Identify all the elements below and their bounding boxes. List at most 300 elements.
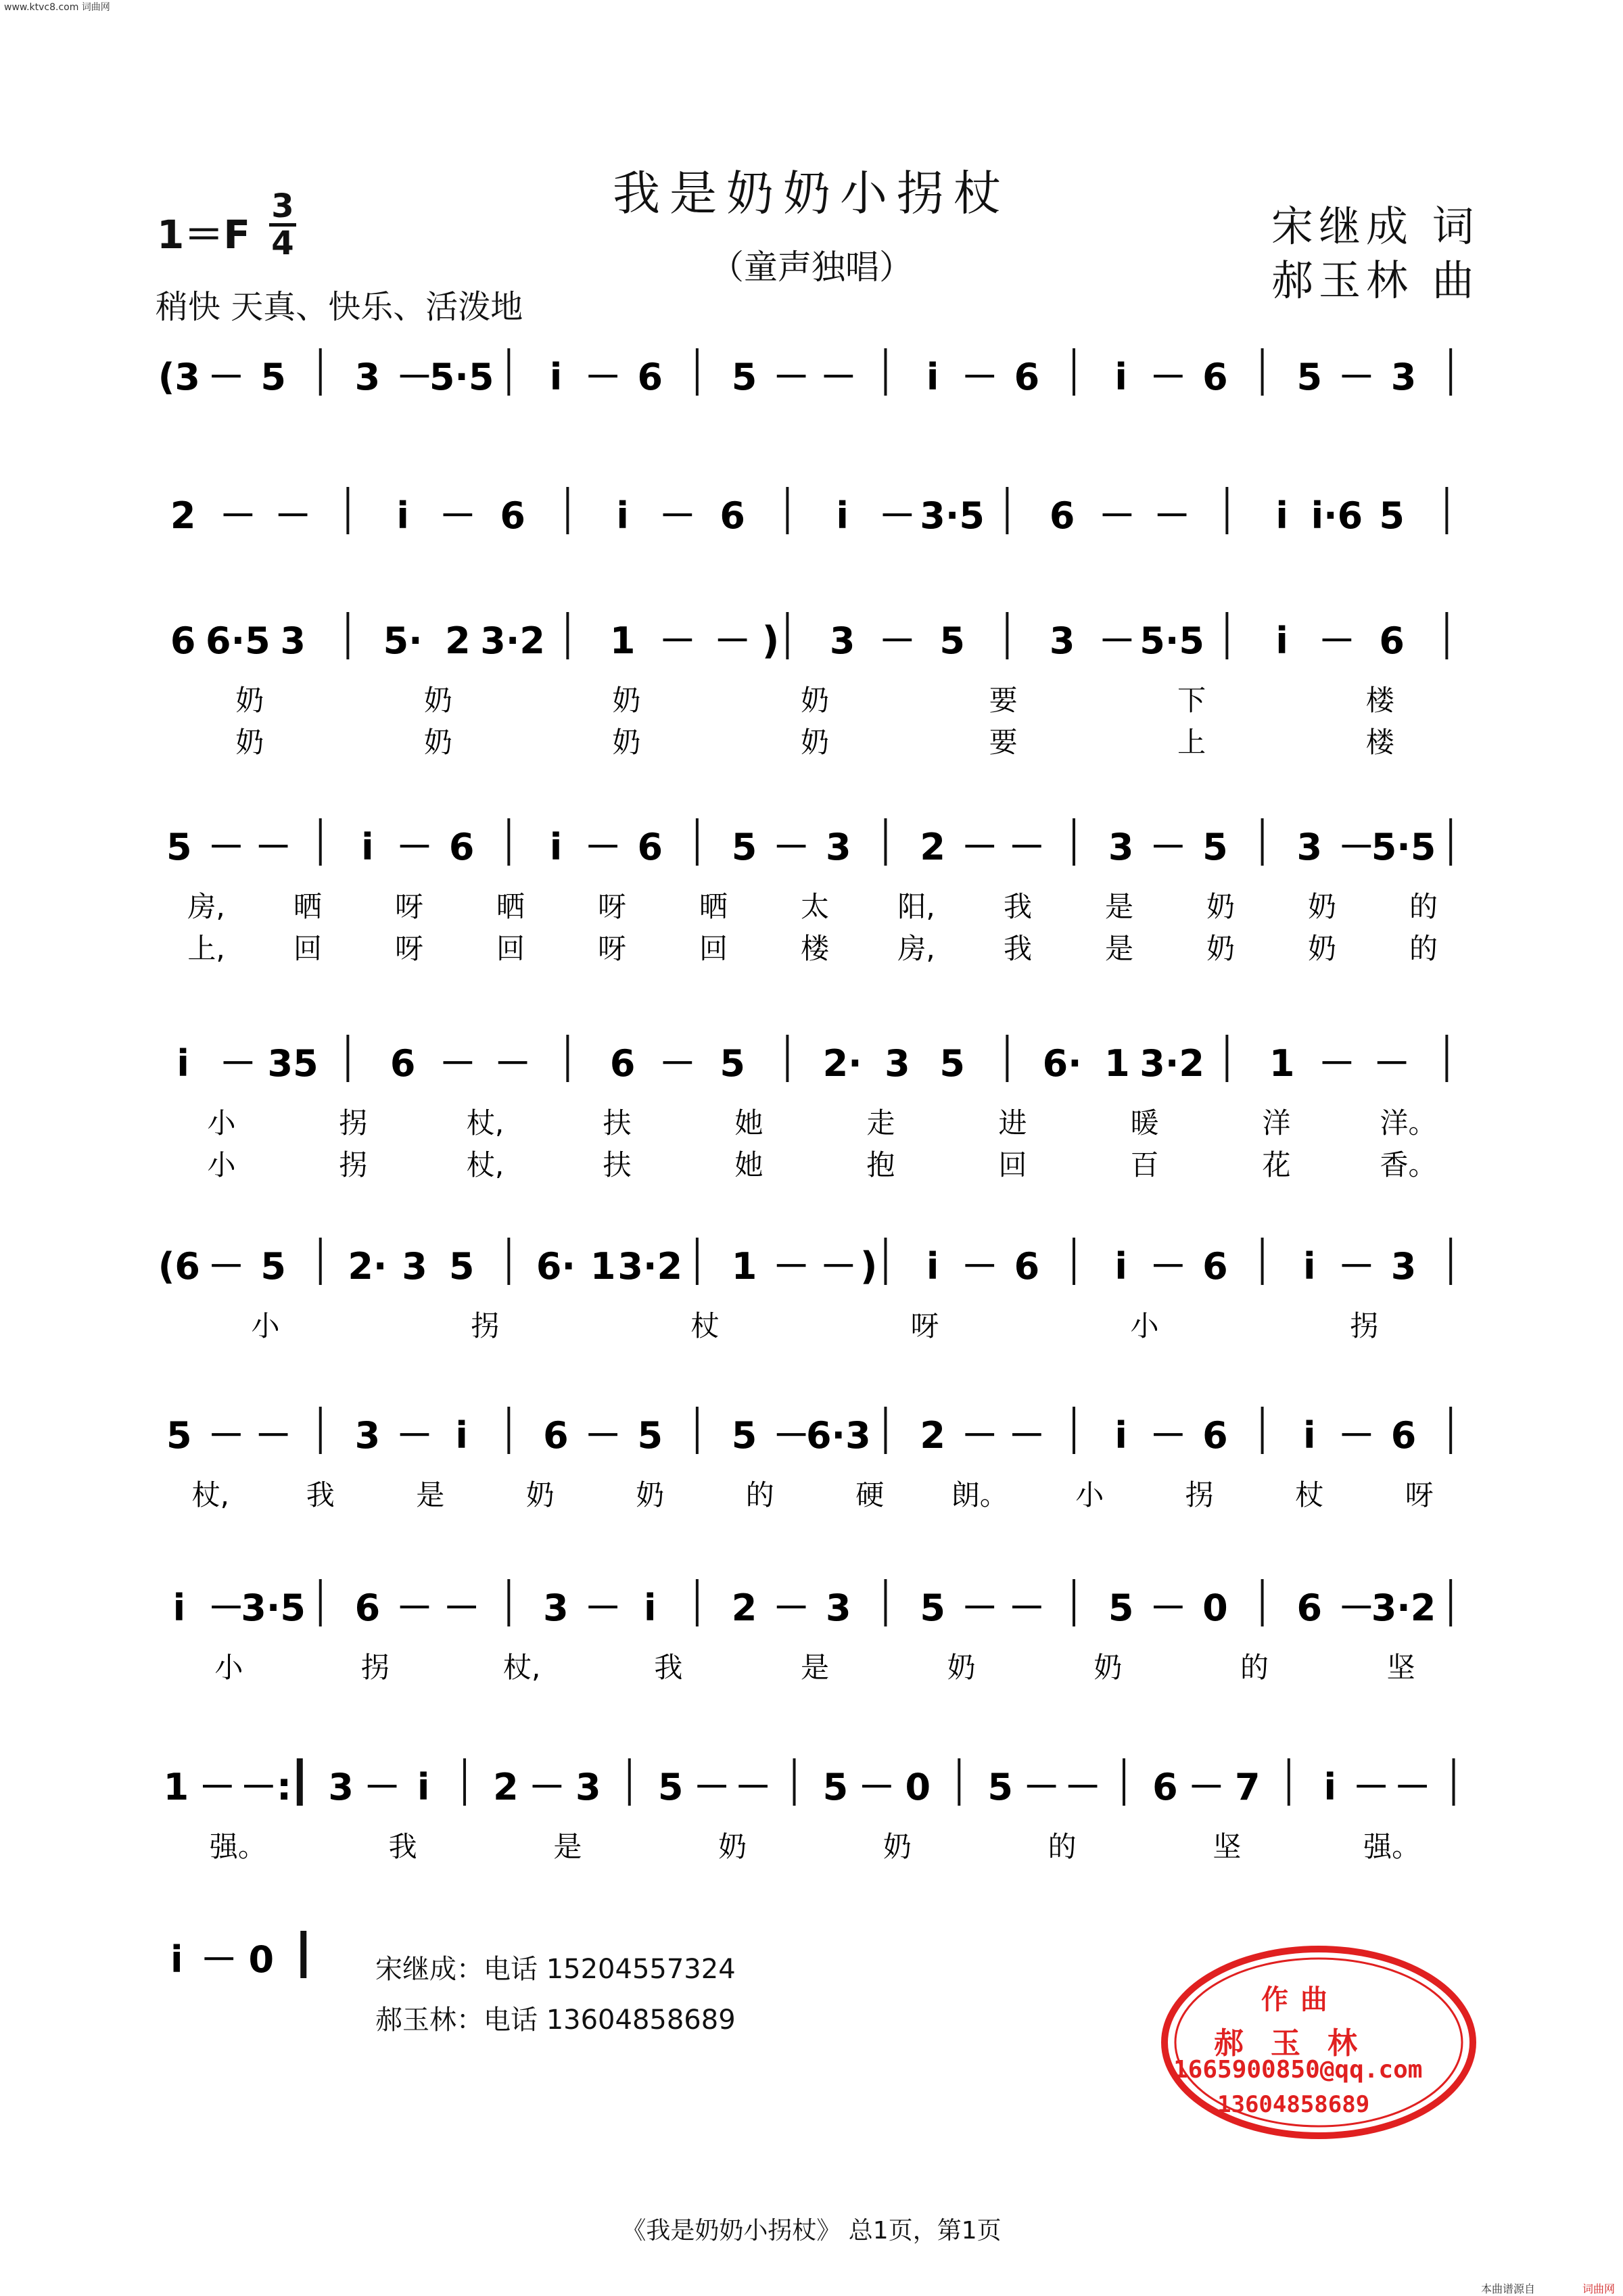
jianpu-note: i: [1114, 1245, 1127, 1288]
lyric-char: 呀: [910, 1309, 939, 1342]
jianpu-note: i: [926, 1245, 939, 1288]
jianpu-note: 6: [1049, 494, 1075, 537]
meter-bottom: 4: [271, 225, 294, 262]
lyric-char: 回: [496, 932, 525, 965]
lyric-char: 奶: [1206, 890, 1236, 923]
jianpu-note: 3: [575, 1766, 601, 1808]
lyric-char: 小: [251, 1309, 280, 1342]
jianpu-note: 6: [1202, 356, 1228, 398]
lyric-char: 杖,: [466, 1106, 504, 1140]
jianpu-note: 2: [445, 619, 471, 662]
lyric-char: 小: [207, 1106, 236, 1140]
jianpu-note: 5: [657, 1766, 684, 1808]
dash-note: －: [494, 1042, 532, 1085]
jianpu-note: i: [170, 1938, 183, 1981]
dash-note: －: [820, 356, 857, 398]
dash-note: －: [773, 1245, 810, 1288]
lyric-char: 奶: [612, 726, 641, 759]
lyric-char: 拐: [360, 1651, 390, 1684]
jianpu-note: 5: [1296, 356, 1323, 398]
jianpu-note: 6: [500, 494, 525, 537]
dash-note: －: [878, 494, 916, 537]
seal-line1: 作曲: [1261, 1984, 1340, 2015]
seal-line4: 13604858689: [1217, 2091, 1370, 2118]
jianpu-note: 3: [885, 1042, 910, 1085]
lyric-char: 我: [1003, 932, 1033, 965]
contact-composer: 郝玉林：电话 13604858689: [375, 2005, 736, 2036]
jianpu-note: 5: [1202, 826, 1228, 868]
repeat-mark: ): [860, 1244, 878, 1288]
dash-note: －: [1008, 1414, 1045, 1457]
dash-note: －: [714, 619, 751, 662]
lyric-char: 她: [734, 1148, 763, 1181]
jianpu-note: 1: [731, 1245, 757, 1288]
composer-credit: 郝玉林 曲: [1271, 256, 1480, 305]
jianpu-note: 5: [939, 619, 965, 662]
dash-note: －: [773, 1587, 810, 1629]
tempo-marking: 稍快 天真、快乐、活泼地: [156, 288, 523, 326]
dash-note: －: [1338, 356, 1375, 398]
lyric-char: 强。: [1363, 1830, 1421, 1863]
dash-note: －: [734, 1766, 772, 1808]
jianpu-note: 6·: [536, 1245, 576, 1288]
lyric-char: 晒: [293, 890, 323, 923]
lyric-char: 奶: [1307, 890, 1337, 923]
lyric-char: 我: [1003, 890, 1033, 923]
lyric-char: 走: [866, 1106, 895, 1140]
dash-note: －: [1150, 1245, 1187, 1288]
jianpu-note: 5: [166, 826, 192, 868]
dash-note: －: [1150, 1414, 1187, 1457]
jianpu-note: 3: [354, 1414, 381, 1457]
dash-note: －: [878, 619, 916, 662]
footer-brand: 词曲网: [1582, 2282, 1616, 2295]
lyric-char: 杖,: [502, 1651, 541, 1684]
dash-note: －: [528, 1766, 565, 1808]
jianpu-note: 5: [987, 1766, 1014, 1808]
dash-note: －: [584, 826, 621, 868]
jianpu-note: 3: [1390, 356, 1417, 398]
jianpu-note: 6: [1296, 1587, 1323, 1629]
jianpu-note: 3: [354, 356, 381, 398]
jianpu-note: 3·5: [920, 494, 985, 537]
dash-note: －: [1150, 1587, 1187, 1629]
jianpu-note: 1: [1104, 1042, 1130, 1085]
lyric-char: 是: [416, 1478, 445, 1512]
jianpu-note: i: [1302, 1414, 1316, 1457]
dash-note: －: [773, 826, 810, 868]
lyric-char: 花: [1262, 1148, 1291, 1181]
dash-note: －: [1150, 356, 1187, 398]
lyric-char: 奶: [800, 726, 830, 759]
jianpu-note: 5: [166, 1414, 192, 1457]
lyric-char: 是: [553, 1830, 582, 1863]
lyric-char: 楼: [1365, 684, 1394, 717]
lyric-char: 洋: [1262, 1106, 1291, 1140]
jianpu-note: 5·5: [1371, 826, 1436, 868]
jianpu-note: 6: [1014, 356, 1040, 398]
jianpu-note: 1: [590, 1245, 616, 1288]
jianpu-note: 6: [354, 1587, 381, 1629]
lyric-char: 小: [1130, 1309, 1159, 1342]
dash-note: －: [693, 1766, 730, 1808]
jianpu-note: i: [1302, 1245, 1316, 1288]
jianpu-note: 3·2: [1371, 1587, 1436, 1629]
jianpu-note: 1: [1269, 1042, 1295, 1085]
lyric-char: 呀: [394, 932, 424, 965]
jianpu-note: 3: [280, 619, 306, 662]
song-title: 我是奶奶小拐杖: [613, 166, 1010, 221]
jianpu-note: 3: [543, 1587, 569, 1629]
lyric-char: 抱: [866, 1148, 895, 1181]
jianpu-note: 0: [1202, 1587, 1228, 1629]
dash-note: －: [240, 1766, 277, 1808]
dash-note: －: [1064, 1766, 1102, 1808]
lyric-char: 奶: [800, 684, 830, 717]
jianpu-note: 6: [543, 1414, 569, 1457]
jianpu-note: i: [1275, 619, 1288, 662]
jianpu-note: 5·: [383, 619, 423, 662]
dash-note: －: [396, 1414, 433, 1457]
jianpu-note: i: [417, 1766, 430, 1808]
lyric-char: 奶: [423, 726, 452, 759]
dash-note: －: [584, 356, 621, 398]
jianpu-note: 5: [920, 1587, 945, 1629]
jianpu-note: 5·5: [1139, 619, 1204, 662]
repeat-mark: ): [761, 619, 780, 663]
lyric-char: 回: [699, 932, 728, 965]
jianpu-note: i: [1114, 1414, 1127, 1457]
lyric-char: 的: [1048, 1830, 1077, 1863]
jianpu-note: i: [836, 494, 849, 537]
dash-note: －: [820, 1245, 857, 1288]
jianpu-note: 3: [1049, 619, 1075, 662]
dash-note: －: [584, 1587, 621, 1629]
dash-note: －: [439, 494, 476, 537]
lyric-char: 拐: [339, 1148, 368, 1181]
lyric-char: 下: [1177, 684, 1206, 717]
dash-note: －: [208, 1414, 245, 1457]
lyric-char: 上: [1177, 726, 1206, 759]
jianpu-note: 3·5: [241, 1587, 306, 1629]
jianpu-note: 5: [448, 1245, 475, 1288]
jianpu-note: 5: [731, 826, 757, 868]
jianpu-note: (3: [158, 356, 200, 398]
jianpu-note: 3·2: [617, 1245, 683, 1288]
dash-note: －: [1098, 494, 1135, 537]
lyric-char: 我: [306, 1478, 335, 1512]
dash-note: －: [255, 826, 292, 868]
lyric-char: 呀: [394, 890, 424, 923]
lyric-char: 呀: [1405, 1478, 1434, 1512]
dash-note: －: [208, 1245, 245, 1288]
lyric-char: 要: [989, 726, 1018, 759]
jianpu-note: 6·5: [206, 619, 270, 662]
jianpu-note: 5: [260, 1245, 286, 1288]
lyric-char: 回: [998, 1148, 1027, 1181]
jianpu-note: i: [926, 356, 939, 398]
dash-note: －: [961, 826, 998, 868]
lyric-char: 百: [1130, 1148, 1159, 1181]
dash-note: －: [961, 1414, 998, 1457]
jianpu-note: i: [616, 494, 629, 537]
jianpu-note: 0: [248, 1938, 275, 1981]
dash-note: －: [200, 1938, 237, 1981]
lyric-char: 是: [1104, 890, 1134, 923]
dash-note: －: [659, 1042, 696, 1085]
lyric-char: 晒: [699, 890, 728, 923]
lyric-char: 呀: [597, 890, 627, 923]
jianpu-note: 5: [939, 1042, 965, 1085]
dash-note: －: [199, 1766, 236, 1808]
lyric-char: 香。: [1380, 1148, 1437, 1181]
lyric-char: 杖: [690, 1309, 720, 1342]
jianpu-note: 3: [328, 1766, 354, 1808]
lyric-char: 小: [1075, 1478, 1104, 1512]
lyric-char: 我: [388, 1830, 417, 1863]
jianpu-note: 5: [731, 1414, 757, 1457]
lyric-char: 我: [654, 1651, 683, 1684]
lyric-char: 是: [1104, 932, 1134, 965]
jianpu-note: 2: [920, 826, 945, 868]
dash-note: －: [208, 1587, 245, 1629]
jianpu-note: 3: [829, 619, 855, 662]
jianpu-note: 5: [1379, 494, 1405, 537]
lyric-char: 奶: [525, 1478, 555, 1512]
jianpu-note: 6: [1379, 619, 1405, 662]
lyric-char: 杖,: [191, 1478, 229, 1512]
lyric-char: 上,: [187, 932, 225, 965]
jianpu-note: i: [1323, 1766, 1336, 1808]
lyric-char: 小: [207, 1148, 236, 1181]
dash-note: －: [439, 1042, 476, 1085]
site-tag: www.ktvc8.com 词曲网: [4, 2, 110, 13]
dash-note: －: [1394, 1766, 1431, 1808]
seal-line2: 郝玉林: [1214, 2026, 1384, 2061]
jianpu-note: 6: [1390, 1414, 1417, 1457]
jianpu-note: 5: [260, 356, 286, 398]
dash-note: －: [961, 1587, 998, 1629]
dash-note: －: [1338, 826, 1375, 868]
lyric-char: 奶: [235, 684, 264, 717]
dash-note: －: [208, 826, 245, 868]
jianpu-note: 2·: [348, 1245, 387, 1288]
jianpu-note: 3: [826, 1587, 851, 1629]
lyric-char: 坚: [1386, 1651, 1415, 1684]
jianpu-note: 5: [822, 1766, 849, 1808]
lyric-char: 奶: [947, 1651, 976, 1684]
lyric-char: 拐: [1350, 1309, 1379, 1342]
key-signature: 1＝F: [157, 212, 250, 258]
lyric-char: 奶: [718, 1830, 747, 1863]
jianpu-note: 6·3: [805, 1414, 871, 1457]
jianpu-note: 2: [493, 1766, 519, 1808]
jianpu-note: 6: [1152, 1766, 1178, 1808]
dash-note: －: [396, 826, 433, 868]
lyric-char: 的: [1409, 890, 1438, 923]
dash-note: －: [1338, 1587, 1375, 1629]
lyric-char: 的: [1240, 1651, 1269, 1684]
lyric-char: 呀: [597, 932, 627, 965]
dash-note: －: [584, 1414, 621, 1457]
dash-note: －: [1318, 1042, 1355, 1085]
dash-note: －: [255, 1414, 292, 1457]
lyric-char: 洋。: [1380, 1106, 1437, 1140]
jianpu-note: 3: [1390, 1245, 1417, 1288]
dash-note: －: [443, 1587, 480, 1629]
dash-note: －: [1338, 1414, 1375, 1457]
dash-note: －: [659, 494, 696, 537]
jianpu-note: 5: [637, 1414, 663, 1457]
jianpu-note: 5: [720, 1042, 745, 1085]
song-subtitle: （童声独唱）: [710, 248, 913, 287]
lyric-char: 奶: [1093, 1651, 1123, 1684]
jianpu-note: i·6: [1311, 494, 1363, 537]
jianpu-note: i: [455, 1414, 468, 1457]
jianpu-note: i: [1114, 356, 1127, 398]
jianpu-note: 6: [609, 1042, 636, 1085]
lyric-char: 进: [998, 1106, 1027, 1140]
jianpu-note: 5: [1108, 1587, 1134, 1629]
jianpu-note: i: [549, 826, 563, 868]
dash-note: －: [396, 356, 433, 398]
dash-note: －: [1338, 1245, 1375, 1288]
jianpu-note: i: [177, 1042, 189, 1085]
page-footer: 《我是奶奶小拐杖》 总1页，第1页: [621, 2217, 1002, 2245]
lyric-char: 房,: [187, 890, 225, 923]
dash-note: －: [1154, 494, 1191, 537]
lyric-char: 房,: [897, 932, 935, 965]
dash-note: －: [773, 356, 810, 398]
dash-note: －: [961, 1245, 998, 1288]
lyric-char: 是: [800, 1651, 830, 1684]
jianpu-note: 3: [826, 826, 851, 868]
meter-top: 3: [271, 187, 294, 225]
lyric-char: 奶: [423, 684, 452, 717]
lyricist-credit: 宋继成 词: [1271, 202, 1480, 251]
jianpu-note: i: [361, 826, 374, 868]
dash-note: －: [1318, 619, 1355, 662]
jianpu-note: 6·: [1042, 1042, 1082, 1085]
dash-note: －: [1373, 1042, 1411, 1085]
jianpu-note: 2: [920, 1414, 945, 1457]
dash-note: －: [208, 356, 245, 398]
lyric-char: 太: [800, 890, 830, 923]
jianpu-note: 3·2: [1139, 1042, 1204, 1085]
lyric-char: 扶: [603, 1106, 632, 1140]
lyric-char: 朗。: [951, 1478, 1008, 1512]
lyric-char: 楼: [800, 932, 830, 965]
footer-source: 本曲谱源自: [1481, 2282, 1536, 2295]
lyric-char: 奶: [883, 1830, 912, 1863]
dash-note: －: [1352, 1766, 1390, 1808]
jianpu-note: 1: [163, 1766, 189, 1808]
dash-note: －: [1008, 1587, 1045, 1629]
lyric-char: 杖,: [466, 1148, 504, 1181]
jianpu-note: 6: [448, 826, 475, 868]
jianpu-note: (6: [158, 1245, 200, 1288]
jianpu-note: 3: [1296, 826, 1323, 868]
jianpu-note: 3·2: [480, 619, 545, 662]
jianpu-note: 6: [170, 619, 196, 662]
jianpu-note: 2: [731, 1587, 757, 1629]
jianpu-note: 3: [1108, 826, 1134, 868]
jianpu-note: 3: [402, 1245, 427, 1288]
jianpu-note: 6: [390, 1042, 416, 1085]
lyric-char: 杖: [1295, 1478, 1324, 1512]
jianpu-note: 5·5: [429, 356, 494, 398]
lyric-char: 拐: [1185, 1478, 1214, 1512]
lyric-char: 奶: [1206, 932, 1236, 965]
dash-note: －: [364, 1766, 401, 1808]
lyric-char: 强。: [209, 1830, 266, 1863]
lyric-char: 奶: [1307, 932, 1337, 965]
jianpu-note: 6: [637, 356, 663, 398]
jianpu-note: 1: [609, 619, 636, 662]
dash-note: －: [773, 1414, 810, 1457]
lyric-char: 坚: [1213, 1830, 1242, 1863]
lyric-char: 的: [745, 1478, 774, 1512]
lyric-char: 奶: [636, 1478, 665, 1512]
dash-note: －: [1187, 1766, 1225, 1808]
dash-note: －: [219, 1042, 256, 1085]
jianpu-note: i: [643, 1587, 657, 1629]
lyric-char: 要: [989, 684, 1018, 717]
jianpu-note: 35: [267, 1042, 319, 1085]
repeat-mark: :: [276, 1765, 292, 1809]
dash-note: －: [1098, 619, 1135, 662]
lyric-char: 楼: [1365, 726, 1394, 759]
lyric-char: 的: [1409, 932, 1438, 965]
jianpu-note: i: [396, 494, 409, 537]
dash-note: －: [219, 494, 256, 537]
jianpu-note: 2·: [822, 1042, 862, 1085]
jianpu-note: i: [549, 356, 563, 398]
jianpu-note: 6: [1014, 1245, 1040, 1288]
lyric-char: 晒: [496, 890, 525, 923]
lyric-char: 硬: [855, 1478, 885, 1512]
dash-note: －: [858, 1766, 895, 1808]
dash-note: －: [396, 1587, 433, 1629]
jianpu-note: 0: [905, 1766, 931, 1808]
contact-lyricist: 宋继成：电话 15204557324: [375, 1954, 736, 1985]
lyric-char: 奶: [612, 684, 641, 717]
dash-note: －: [961, 356, 998, 398]
dash-note: －: [1008, 826, 1045, 868]
lyric-char: 奶: [235, 726, 264, 759]
dash-note: －: [275, 494, 312, 537]
jianpu-note: 6: [1202, 1245, 1228, 1288]
dash-note: －: [1023, 1766, 1060, 1808]
jianpu-note: 2: [170, 494, 196, 537]
jianpu-note: 6: [637, 826, 663, 868]
lyric-char: 小: [214, 1651, 243, 1684]
lyric-char: 阳,: [897, 890, 935, 923]
dash-note: －: [1150, 826, 1187, 868]
lyric-char: 拐: [339, 1106, 368, 1140]
seal-line3: 1665900850@qq.com: [1173, 2056, 1423, 2084]
jianpu-note: 5: [731, 356, 757, 398]
jianpu-note: i: [172, 1587, 186, 1629]
jianpu-note: i: [1275, 494, 1288, 537]
lyric-char: 回: [293, 932, 323, 965]
lyric-char: 拐: [471, 1309, 500, 1342]
jianpu-note: 6: [720, 494, 745, 537]
dash-note: －: [659, 619, 696, 662]
lyric-char: 她: [734, 1106, 763, 1140]
jianpu-note: 6: [1202, 1414, 1228, 1457]
lyric-char: 扶: [603, 1148, 632, 1181]
